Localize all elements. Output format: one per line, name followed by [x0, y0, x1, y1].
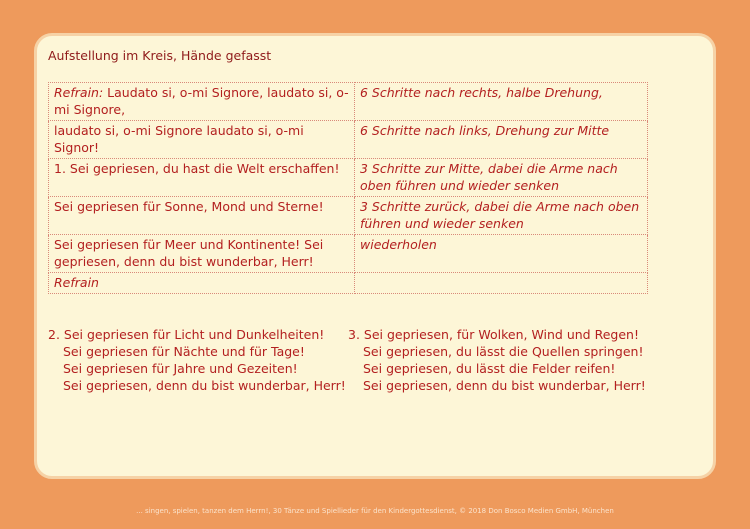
table-row [49, 273, 648, 294]
lyrics-cell: Sei gepriesen für Sonne, Mond und Sterne! [49, 197, 355, 235]
verse-line: 3. Sei gepriesen, für Wolken, Wind und Regen! [348, 327, 639, 342]
movement-cell: 3 Schritte zur Mitte, dabei die Arme nach oben führen und wieder senken [355, 159, 648, 197]
movement-cell: 3 Schritte zurück, dabei die Arme nach oben führen und wieder senken [355, 197, 648, 235]
refrain-label: Refrain: [54, 85, 104, 100]
lyrics-cell: 1. Sei gepriesen, du hast die Welt erschaffen! [49, 159, 355, 197]
intro-text: Aufstellung im Kreis, Hände gefasst [48, 48, 272, 63]
verse-line: Sei gepriesen, denn du bist wunderbar, Herr! [363, 378, 646, 393]
verse-line: Sei gepriesen für Nächte und für Tage! [63, 344, 305, 359]
dance-steps-table [48, 82, 648, 294]
movement-cell: 6 Schritte nach links, Drehung zur Mitte [355, 121, 648, 159]
verse-2 [48, 326, 346, 394]
refrain-cell: Refrain [49, 273, 355, 294]
verse-line: 2. Sei gepriesen für Licht und Dunkelheiten! [48, 327, 325, 342]
table-row [49, 197, 648, 235]
verse-line: Sei gepriesen, denn du bist wunderbar, Herr! [63, 378, 346, 393]
movement-cell: wiederholen [355, 235, 648, 273]
movement-cell: 6 Schritte nach rechts, halbe Drehung, [355, 83, 648, 121]
verse-line: Sei gepriesen, du lässt die Quellen springen! [363, 344, 644, 359]
lyrics-cell: laudato si, o-mi Signore laudato si, o-mi Signor! [49, 121, 355, 159]
table-row [49, 83, 648, 121]
lyrics-cell [49, 83, 355, 121]
lyrics-cell: Sei gepriesen für Meer und Kontinente! Sei gepriesen, denn du bist wunderbar, Herr! [49, 235, 355, 273]
lyrics-text: Laudato si, o-mi Signore, laudato si, o-mi Signore, [54, 85, 349, 117]
table-row [49, 121, 648, 159]
movement-cell [355, 273, 648, 294]
table-row [49, 235, 648, 273]
footer-copyright: ... singen, spielen, tanzen dem Herrn!, 30 Tänze und Spiellieder für den Kindergottesdienst, © 2018 Don Bosco Medien GmbH, München [136, 507, 614, 515]
verse-line: Sei gepriesen für Jahre und Gezeiten! [63, 361, 298, 376]
verse-line: Sei gepriesen, du lässt die Felder reifen! [363, 361, 616, 376]
verse-3 [348, 326, 646, 394]
table-row [49, 159, 648, 197]
